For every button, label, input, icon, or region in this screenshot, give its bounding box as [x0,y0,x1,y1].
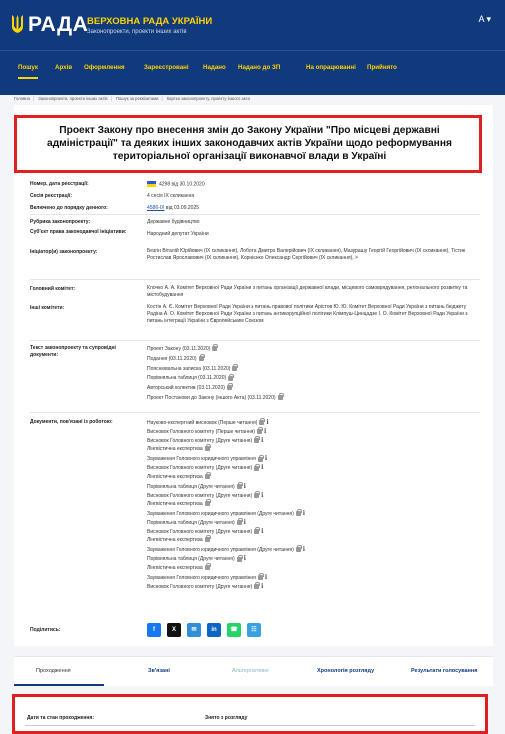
lock-icon [205,501,210,506]
doc-item[interactable]: Висновок Головного комітету (Друге читання) i [147,464,264,472]
trident-icon [11,14,24,34]
progress-status: Знято з розгляду [205,715,248,721]
lock-icon [205,446,210,451]
lock-icon [205,474,210,479]
text-item[interactable]: Проект Постанови до Закону (іншого Акта) (03.11.2020) [147,394,283,404]
site-header [0,0,505,50]
reg-value-wrap [147,181,492,189]
doc-item[interactable]: Висновок Головного комітету (Друге читання) i [147,491,264,499]
docs-label: Документи, пов'язані із роботою: [30,419,113,425]
initiators-label: Ініціатор(и) законопроекту: [30,249,98,255]
tab-voting-results[interactable]: Результати голосування [411,668,478,674]
doc-item[interactable]: Лінгвістична експертиза [147,500,305,509]
divider [30,279,480,280]
info-icon[interactable]: i [263,428,267,436]
nav-item-search[interactable]: Пошук [18,64,38,79]
doc-item[interactable]: Порівняльна таблиця (Друге читання) i [147,555,246,563]
nav-item-submitted-zp[interactable]: Надано до ЗП [238,64,281,71]
info-icon[interactable]: i [302,509,306,517]
doc-item[interactable]: Науково-експертний висновок (Перше читання) i [147,419,269,426]
tab-alternative: Альтернативні [232,668,269,674]
agenda-value [147,205,492,212]
doc-item[interactable]: Порівняльна таблиця (Друге читання) i [147,482,246,490]
whatsapp-share-icon[interactable]: ☎ [227,623,241,637]
breadcrumb-home[interactable]: Головна [14,96,30,101]
lock-icon [212,346,217,351]
divider [30,412,480,413]
site-subtitle: Законопроекти, проекти інших актів [87,29,187,35]
lock-icon [258,457,263,462]
nav-item-submitted[interactable]: Надано [203,64,226,71]
lock-icon [205,565,210,570]
lock-icon [232,366,237,371]
session-value: 4 сесія IX скликання [147,193,195,199]
lock-icon [254,438,259,443]
text-item[interactable]: Порівняльна таблиця (03.11.2020) [147,374,283,384]
org-name: ВЕРХОВНА РАДА УКРАЇНИ [87,16,213,27]
doc-item[interactable]: Зауваження Головного юридичного управління (Друге читання) i [147,546,306,554]
agenda-date: від 03.09.2025 [165,205,200,211]
progress-label: Дати та стан проходження: [27,715,94,721]
nav-item-in-progress[interactable]: На опрацюванні [306,64,356,71]
lock-icon [237,484,242,489]
nav-item-archive[interactable]: Архів [55,64,73,71]
info-icon[interactable]: i [261,437,264,445]
divider [30,214,480,215]
subject-value: Народний депутат України [147,231,209,237]
text-item[interactable]: Проект Закону (03.11.2020) [147,345,283,355]
rubric-value: Державне будівництво [147,219,200,225]
lock-icon [254,584,259,589]
lock-icon [254,466,259,471]
lock-icon [237,557,242,562]
main-committee-value: Клочко А. А. Комітет Верховної Ради України з питань організації державної влади, місцевого самоврядування, регіонального розвитку та містобудування [147,285,468,299]
doc-item[interactable]: Зауваження Головного юридичного управління (Друге читання) i [147,509,306,517]
other-committees-value: Костін А. Є. Комітет Верховної Ради України з питань правової політики Арістов Ю. Ю. Комітет Верховної Ради України з питань бюджету Радіна А. О. Комітет Верховної Ради України з питань антикорупційної політики Клімпуш-Цинцадзе І. О. Комітет Верховної Ради України з питань інтеграції України з Європейським Союзом [147,304,468,325]
doc-item[interactable]: Висновок Головного комітету (Друге читання) i [147,582,264,590]
doc-item[interactable]: Висновок Головного комітету (Друге читання) i [147,437,264,445]
docs-list [147,418,305,591]
info-icon[interactable]: i [243,482,246,490]
lock-icon [227,385,232,390]
breadcrumb-current: Картка законопроекту, проекту іншого акта [166,96,250,101]
agenda-link[interactable]: 4586-IX [147,205,165,211]
lock-icon [205,537,210,542]
lock-icon [259,420,264,425]
info-icon[interactable]: i [302,546,306,554]
breadcrumb-search[interactable]: Пошук за реквізитами [115,96,159,101]
lock-icon [278,395,283,400]
lock-icon [258,575,263,580]
doc-item[interactable]: Порівняльна таблиця (Друге читання) i [147,519,246,527]
info-icon[interactable]: i [264,455,268,463]
rubric-label: Рубрика законопроекту: [30,219,91,225]
texts-label: Текст законопроекту та супровідні документи: [30,345,116,358]
site-logo[interactable]: РАДА [28,13,89,36]
initiators-value[interactable]: Безгін Віталій Юрійович (IX скликання), Лобота Дмитро Валерійович (IX скликання), Мазурашу Георгій Георгійович (IX скликання), Тістик Ростислав Ярославович (IX скликання), Корнієнко Олександр Сергійович (IX скликання), > [147,248,466,262]
text-item[interactable]: Авторський колектив (03.11.2020) [147,384,283,394]
texts-list [147,345,283,404]
breadcrumb-bills[interactable]: Законопроекти, проекти інших актів [38,96,108,101]
linkedin-share-icon[interactable]: in [207,623,221,637]
doc-item[interactable]: Висновок Головного комітету (Друге читання) i [147,528,264,536]
info-icon[interactable]: i [261,491,264,499]
tab-related[interactable]: Зв'язані [148,668,170,674]
reg-value: 4298 від 30.10.2020 [159,181,205,188]
doc-item[interactable]: Висновок Головного комітету (Перше читання) i [147,428,267,436]
x-share-icon[interactable]: X [167,623,181,637]
lock-icon [257,429,262,434]
divider [25,725,475,726]
info-icon[interactable]: i [243,519,246,527]
progress-section [12,694,488,734]
language-selector[interactable]: A ▾ [478,14,491,24]
lock-icon [199,356,204,361]
lock-icon [296,547,301,552]
lock-icon [237,520,242,525]
info-icon[interactable]: i [261,464,264,472]
lock-icon [228,376,233,381]
text-item[interactable]: Подання (03.11.2020) [147,355,283,365]
text-item[interactable]: Пояснювальна записка (03.11.2020) [147,365,283,375]
tab-bar [14,656,493,686]
page-title: Проект Закону про внесення змін до Закону України "Про місцеві державні адміністрації" та деяких інших законодавчих актів України щодо реформування територіальної організації виконавчої влади в Україні [47,125,452,162]
divider [30,340,480,341]
doc-item[interactable]: Лінгвістична експертиза [147,536,305,545]
info-icon[interactable]: i [266,419,269,426]
main-committee-label: Головний комітет: [30,286,76,292]
main-nav [0,50,505,95]
doc-item[interactable]: Лінгвістична експертиза [147,445,305,454]
tab-chronology[interactable]: Хронологія розгляду [317,668,375,674]
facebook-share-icon[interactable]: f [147,623,161,637]
share-label: Поділитись: [30,627,61,633]
lock-icon [254,493,259,498]
tab-progress[interactable]: Проходження [36,668,71,674]
agenda-label: Включено до порядку денного: [30,205,108,211]
title-box [14,115,482,173]
nav-item-registered[interactable]: Зареєстровані [144,64,189,71]
info-icon[interactable]: i [261,582,264,590]
info-icon[interactable]: i [264,573,268,581]
session-label: Сесія реєстрації: [30,193,72,199]
lock-icon [296,511,301,516]
doc-item[interactable]: Зауваження Головного юридичного управління i [147,455,268,463]
nav-item-formatting[interactable]: Оформлення [84,64,125,71]
lock-icon [254,529,259,534]
breadcrumb: Головна | Законопроекти, проекти інших актів | Пошук за реквізитами | Картка законопроекту, проекту іншого акта [14,96,250,101]
doc-item[interactable]: Зауваження Головного юридичного управління i [147,573,268,581]
active-tab-indicator [14,684,104,686]
other-committees-label: Інші комітети: [30,305,65,311]
info-icon[interactable]: i [243,555,246,563]
subject-label: Суб'єкт права законодавчої ініціативи: [30,229,127,235]
doc-item[interactable]: Лінгвістична експертиза [147,473,305,482]
info-icon[interactable]: i [261,528,264,536]
reg-label: Номер, дата реєстрації: [30,181,89,187]
more-share-icon[interactable]: ☷ [247,623,261,637]
nav-item-adopted[interactable]: Прийнято [367,64,397,71]
doc-item[interactable]: Лінгвістична експертиза [147,564,305,573]
email-share-icon[interactable]: ✉ [187,623,201,637]
eu-flag-icon [147,181,156,187]
